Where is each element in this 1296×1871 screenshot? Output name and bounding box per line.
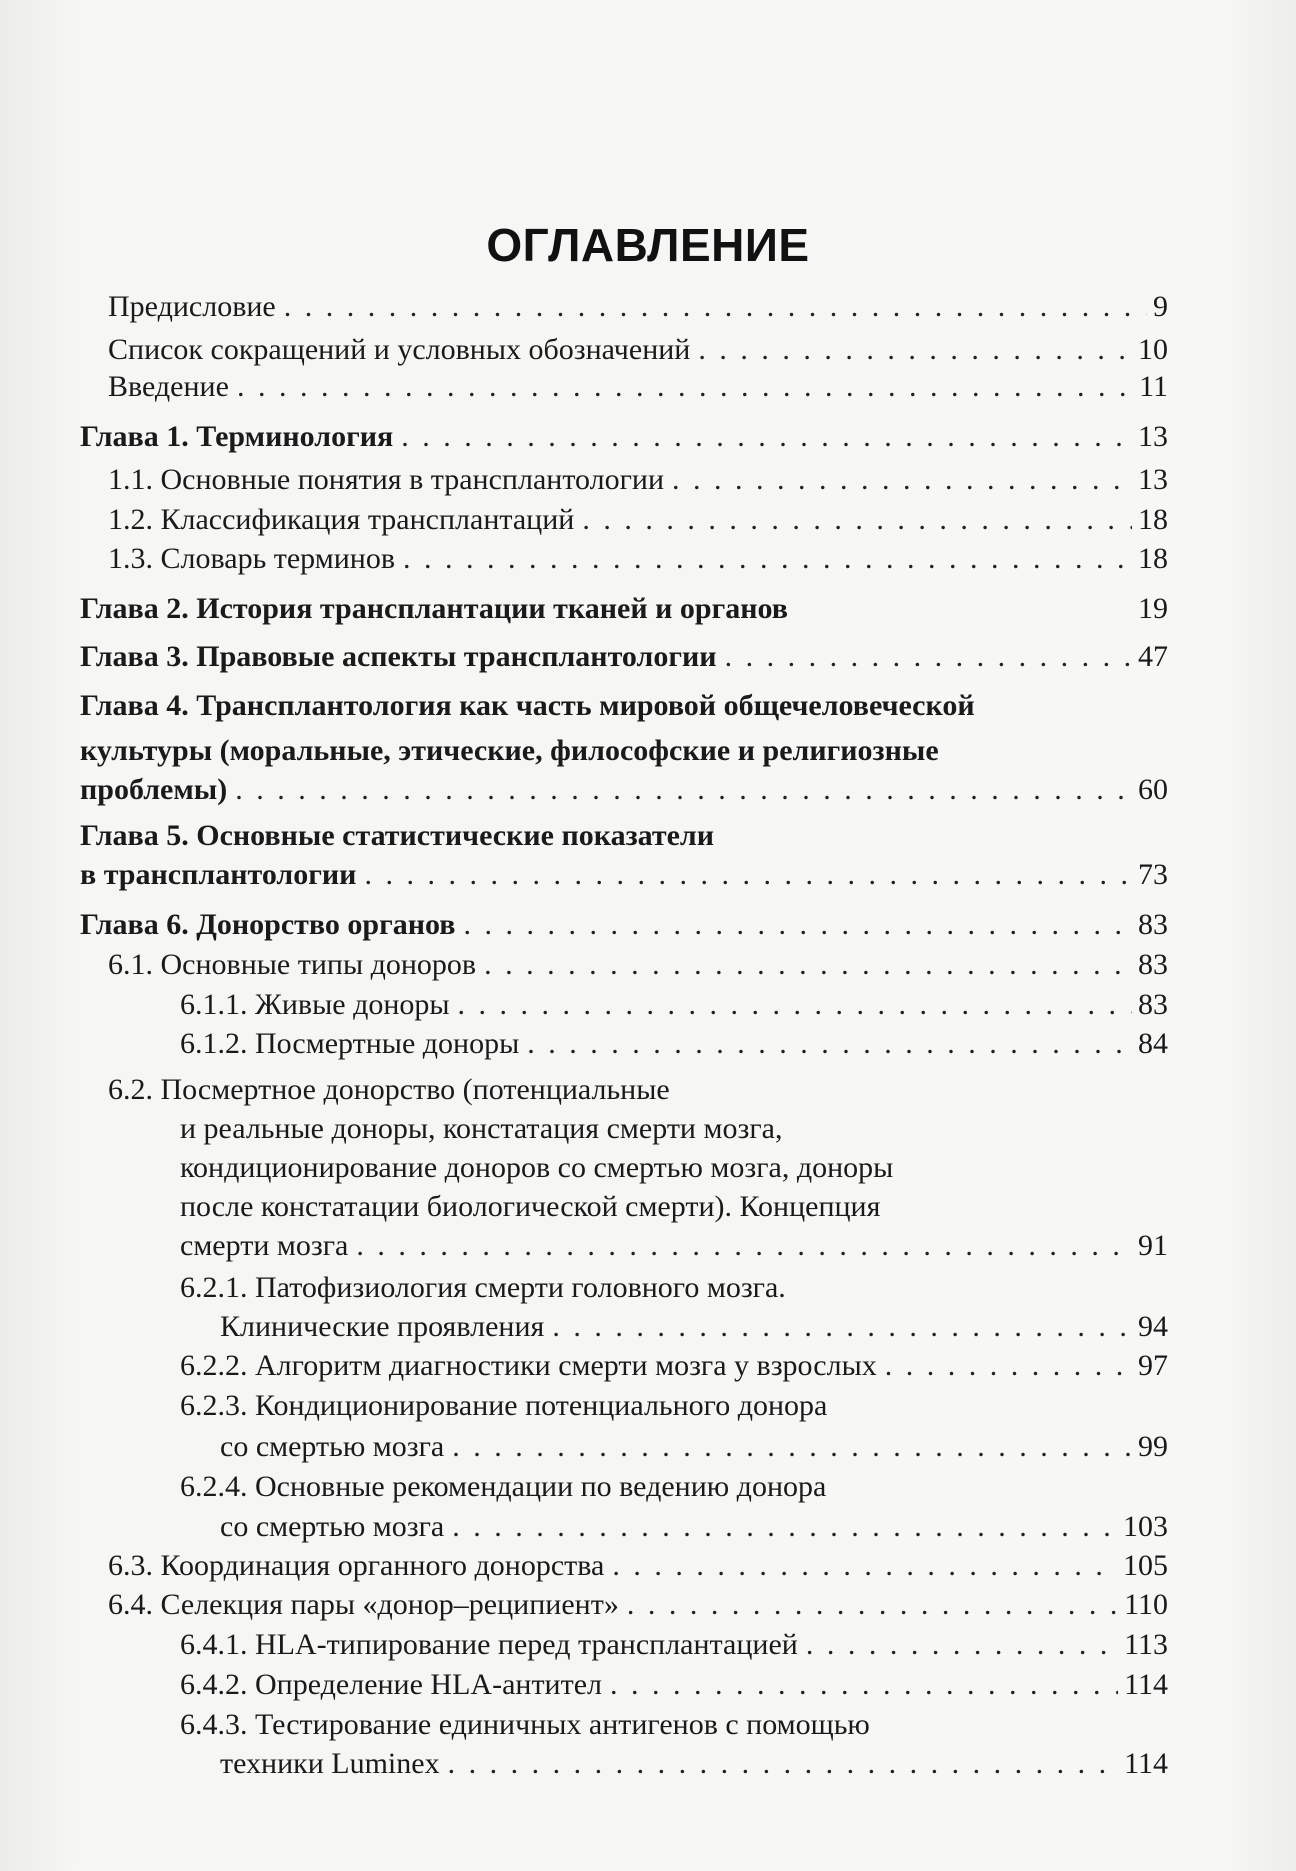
toc-entry — [180, 988, 1168, 1022]
toc-entry — [220, 1747, 1168, 1781]
toc-entry-title: со смертью мозга — [220, 1510, 445, 1543]
toc-entry-page: 103 — [1123, 1510, 1168, 1543]
toc-entry — [108, 370, 1168, 404]
toc-entry-title: техники Luminex — [220, 1747, 440, 1780]
dot-leader — [806, 1628, 1118, 1662]
toc-entry-title: Клинические проявления — [220, 1310, 545, 1343]
dot-leader — [627, 1588, 1118, 1622]
toc-entry-line: 6.2. Посмертное донорство (потенциальные — [108, 1073, 670, 1106]
toc-entry-page: 13 — [1138, 420, 1168, 453]
dot-leader — [885, 1349, 1132, 1383]
toc-entry-title: 6.4. Селекция пары «донор–реципиент» — [108, 1588, 619, 1621]
toc-entry-title: со смертью мозга — [220, 1430, 445, 1463]
dot-leader — [484, 948, 1132, 982]
toc-entry-page: 84 — [1138, 1027, 1168, 1060]
dot-leader — [401, 420, 1132, 454]
toc-entry-line: 6.2.1. Патофизиология смерти головного мозга. — [180, 1271, 786, 1304]
toc-entry-title: 6.1.1. Живые доноры — [180, 988, 450, 1021]
dot-leader — [672, 463, 1132, 497]
toc-entry-page: 99 — [1138, 1430, 1168, 1463]
toc-entry-title: 6.4.2. Определение HLA-антител — [180, 1668, 603, 1701]
toc-entry — [220, 1510, 1168, 1544]
toc-entry-page: 18 — [1138, 503, 1168, 536]
toc-entry-page: 73 — [1138, 858, 1168, 891]
toc-entry — [108, 1588, 1168, 1622]
toc-entry-title: Глава 2. История трансплантации тканей и органов — [80, 592, 788, 625]
toc-entry-title: 6.2.2. Алгоритм диагностики смерти мозга у взрослых — [180, 1349, 877, 1382]
dot-leader — [364, 858, 1132, 892]
toc-entry-page: 113 — [1124, 1628, 1168, 1661]
toc-entry-page: 9 — [1153, 290, 1168, 323]
dot-leader — [582, 503, 1132, 537]
toc-entry — [180, 1628, 1168, 1662]
toc-entry-page: 13 — [1138, 463, 1168, 496]
toc-chapter-line: Глава 5. Основные статистические показатели — [80, 819, 715, 852]
toc-entry — [180, 1229, 1168, 1263]
toc-entry — [220, 1310, 1168, 1344]
toc-entry-title: смерти мозга — [180, 1229, 349, 1262]
toc-entry-title: 6.1. Основные типы доноров — [108, 948, 477, 981]
dot-leader — [458, 988, 1132, 1022]
dot-leader — [527, 1027, 1132, 1061]
toc-entry-page: 91 — [1138, 1229, 1168, 1262]
toc-entry-page: 83 — [1138, 988, 1168, 1021]
toc-entry-page: 18 — [1138, 542, 1168, 575]
dot-leader — [235, 773, 1132, 807]
toc-chapter-entry — [80, 592, 1168, 626]
dot-leader — [356, 1229, 1132, 1263]
toc-entry-page: 47 — [1138, 640, 1168, 673]
dot-leader — [725, 640, 1132, 674]
toc-entry-title: 1.3. Словарь терминов — [108, 542, 395, 575]
toc-entry-title: Список сокращений и условных обозначений — [108, 333, 691, 366]
toc-entry-page: 11 — [1139, 370, 1168, 403]
toc-entry — [180, 1027, 1168, 1061]
toc-entry-line: после констатации биологической смерти). Концепция — [180, 1190, 881, 1223]
toc-chapter-line: культуры (моральные, этические, философские и религиозные — [80, 734, 939, 767]
toc-entry-title: 1.1. Основные понятия в трансплантологии — [108, 463, 665, 496]
page-title: ОГЛАВЛЕНИЕ — [486, 219, 810, 271]
toc-entry-title: в трансплантологии — [80, 858, 357, 891]
toc-chapter-entry — [80, 858, 1168, 892]
toc-entry — [108, 463, 1168, 497]
toc-entry-page: 83 — [1138, 908, 1168, 941]
toc-entry-page: 83 — [1138, 948, 1168, 981]
toc-entry-title: 6.4.1. HLA-типирование перед трансплантацией — [180, 1628, 798, 1661]
toc-entry-page: 114 — [1124, 1747, 1168, 1780]
toc-entry — [180, 1668, 1168, 1702]
dot-leader — [284, 290, 1147, 324]
dot-leader — [237, 370, 1133, 404]
toc-entry-title: Глава 1. Терминология — [80, 420, 394, 453]
toc-chapter-entry — [80, 420, 1168, 454]
toc-entry — [108, 948, 1168, 982]
toc-entry — [180, 1349, 1168, 1383]
toc-entry — [108, 542, 1168, 576]
toc-entry-line: 6.2.4. Основные рекомендации по ведению донора — [180, 1470, 827, 1503]
toc-chapter-entry — [80, 640, 1168, 674]
toc-entry-page: 114 — [1124, 1668, 1168, 1701]
toc-entry-line: и реальные доноры, констатация смерти мозга, — [180, 1112, 783, 1145]
dot-leader — [698, 333, 1132, 367]
toc-entry-page: 19 — [1138, 592, 1168, 625]
dot-leader — [403, 542, 1132, 576]
toc-entry-page: 105 — [1123, 1549, 1168, 1582]
toc-entry-page: 60 — [1138, 773, 1168, 806]
dot-leader — [552, 1310, 1132, 1344]
toc-entry-line: 6.4.3. Тестирование единичных антигенов с помощью — [180, 1708, 870, 1741]
toc-entry — [220, 1430, 1168, 1464]
toc-entry-page: 97 — [1138, 1349, 1168, 1382]
toc-entry — [108, 333, 1168, 367]
toc-entry-page: 10 — [1138, 333, 1168, 366]
dot-leader — [452, 1510, 1117, 1544]
toc-entry — [108, 290, 1168, 324]
toc-entry-title: 1.2. Классификация трансплантаций — [108, 503, 575, 536]
toc-entry-title: проблемы) — [80, 773, 228, 806]
toc-entry-title: 6.1.2. Посмертные доноры — [180, 1027, 520, 1060]
toc-entry-page: 94 — [1138, 1310, 1168, 1343]
dot-leader — [448, 1747, 1119, 1781]
toc-entry-line: кондиционирование доноров со смертью мозга, доноры — [180, 1151, 894, 1184]
toc-entry — [108, 503, 1168, 537]
toc-chapter-line: Глава 4. Трансплантология как часть мировой общечеловеческой — [80, 689, 975, 722]
dot-leader — [610, 1668, 1118, 1702]
toc-entry — [108, 1549, 1168, 1583]
toc-entry-title: 6.3. Координация органного донорства — [108, 1549, 605, 1582]
toc-entry-title: Глава 6. Донорство органов — [80, 908, 456, 941]
toc-chapter-entry — [80, 773, 1168, 807]
dot-leader — [452, 1430, 1132, 1464]
dot-leader — [612, 1549, 1117, 1583]
toc-entry-page: 110 — [1124, 1588, 1168, 1621]
toc-chapter-entry — [80, 908, 1168, 942]
toc-entry-title: Глава 3. Правовые аспекты трансплантологии — [80, 640, 717, 673]
toc-entry-line: 6.2.3. Кондиционирование потенциального донора — [180, 1389, 828, 1422]
dot-leader — [463, 908, 1132, 942]
toc-entry-title: Предисловие — [108, 290, 276, 323]
toc-entry-title: Введение — [108, 370, 229, 403]
